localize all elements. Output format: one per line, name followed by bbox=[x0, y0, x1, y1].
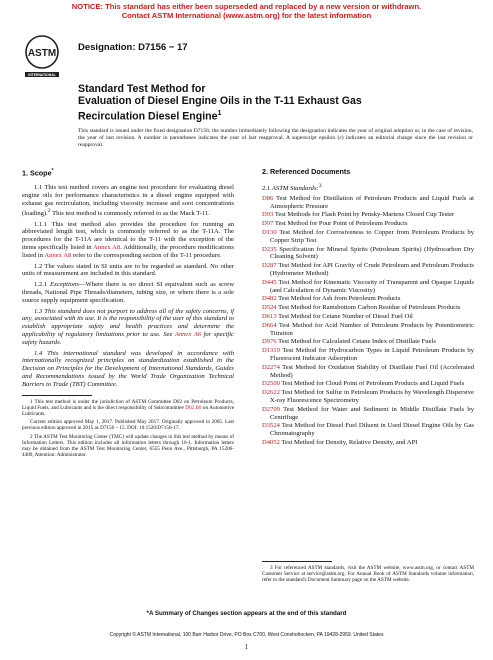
reference-code-link[interactable]: D97 bbox=[262, 220, 274, 228]
reference-code-link[interactable]: D235 bbox=[262, 245, 277, 253]
reference-item bbox=[262, 322, 474, 338]
reference-item bbox=[262, 195, 474, 211]
footnote-2-marker[interactable]: 2 bbox=[47, 207, 51, 214]
reference-title: Test Method for Ash from Petroleum Products bbox=[276, 295, 401, 303]
reference-code-link[interactable]: D976 bbox=[262, 338, 277, 346]
reference-title: Test Method for Distillation of Petroleum Products and Liquid Fuels at Atmospheric Pressure bbox=[270, 194, 474, 210]
reference-title: Test Method for Hydrocarbon Types in Liquid Petroleum Products by Fluorescent Indicator Adsorption bbox=[270, 347, 474, 362]
svg-text:ASTM: ASTM bbox=[27, 48, 57, 59]
footnote-divider bbox=[22, 395, 92, 396]
reference-item bbox=[262, 422, 474, 438]
annex-a8-link[interactable]: Annex A8 bbox=[93, 243, 121, 251]
title-line-1: Standard Test Method for bbox=[78, 83, 206, 95]
title-line-3: Recirculation Diesel Engine$^1$ bbox=[78, 109, 222, 123]
reference-code-link[interactable]: D287 bbox=[262, 262, 277, 270]
astm-logo-icon bbox=[22, 34, 62, 80]
reference-code-link[interactable]: D2622 bbox=[262, 389, 280, 397]
notice-line-1: NOTICE: This standard has either been superseded and replaced by a new version or withdrawn. bbox=[71, 2, 422, 11]
reference-code-link[interactable]: D86 bbox=[262, 194, 274, 202]
reference-title: Test Method for Acid Number of Petroleum Products by Potentiometric Titration bbox=[270, 321, 474, 337]
reference-code-link[interactable]: D2709 bbox=[262, 405, 280, 413]
reference-code-link[interactable]: D613 bbox=[262, 312, 277, 320]
scope-heading: 1. Scope* bbox=[22, 168, 54, 178]
reference-item bbox=[262, 313, 474, 321]
reference-item bbox=[262, 304, 474, 312]
annex-a6-link[interactable]: Annex A6 bbox=[174, 330, 202, 338]
reference-item bbox=[262, 279, 474, 295]
subcommittee-link[interactable]: D02.B0 bbox=[185, 404, 202, 411]
reference-code-link[interactable]: D524 bbox=[262, 304, 277, 312]
reference-code-link[interactable]: D445 bbox=[262, 278, 277, 286]
reference-item bbox=[262, 380, 474, 388]
reference-title: Test Method for Kinematic Viscosity of Transparent and Opaque Liquids (and Calculation of Dynamic Viscosity) bbox=[270, 278, 474, 294]
document-title bbox=[78, 83, 458, 123]
page-number: 1 bbox=[244, 643, 249, 651]
reference-title: Test Method for Diesel Fuel Diluent in Used Diesel Engine Oils by Gas Chromatography bbox=[270, 422, 474, 438]
references-intro: 2.1 ASTM Standards:$^3$ bbox=[262, 182, 322, 192]
reference-item bbox=[262, 347, 474, 363]
svg-text:INTERNATIONAL: INTERNATIONAL bbox=[28, 73, 56, 77]
reference-title: Test Method for Ramsbottom Carbon Residue of Petroleum Products bbox=[276, 304, 461, 312]
reference-title: Test Method for Sulfur in Petroleum Products by Wavelength Dispersive X-ray Fluorescence Spectrometry bbox=[270, 389, 474, 404]
scope-1-3: 1.3 This standard does not purport to address all of the safety concerns, if any, associated with its use. It is the responsibility of the user of this standard to establish appropriate safety and health practices and determine the applicability of regulatory limitations prior to use. See Annex A6 for specific safety hazards. bbox=[22, 307, 234, 346]
issue-note: This standard is issued under the fixed designation D7156; the number immediately following the designation indicates the year of original adoption or, in the case of revision, the year of last revision. A number in parentheses indicates the year of last reapproval. A superscript epsilon (ε) indicates an editorial change since the last revision or reapproval. bbox=[78, 128, 473, 148]
right-column bbox=[262, 168, 474, 448]
annex-a8-link-2[interactable]: Annex A8 bbox=[44, 251, 72, 259]
copyright-line: Copyright © ASTM International, 100 Barr Harbor Drive, PO Box C700, West Conshohocken, PA 19428-2959. United States bbox=[109, 632, 384, 638]
reference-title: Test Method for Cloud Point of Petroleum Products and Liquid Fuels bbox=[279, 380, 465, 388]
reference-code-link[interactable]: D482 bbox=[262, 295, 277, 303]
reference-title: Test Methods for Flash Point by Pensky-Martens Closed Cup Tester bbox=[273, 211, 455, 219]
scope-1-4: 1.4 This international standard was developed in accordance with internationally recognized principles on standardization established in the Decision on Principles for the Development of International Standards, Guides and Recommendations issued by the World Trade Organization Technical Barriers to Trade (TBT) Committee. bbox=[22, 349, 234, 388]
reference-title: Test Method for Pour Point of Petroleum Products bbox=[273, 220, 408, 228]
footnote-3: 3 For referenced ASTM standards, visit the ASTM website, www.astm.org, or contact ASTM Customer Service at service@astm.org. For Annual Book of ASTM Standards volume information, refer to the standard's Document Summary page on the ASTM website. bbox=[262, 565, 474, 584]
scope-1-1-1: 1.1.1 This test method also provides the procedure for running an abbreviated length test, which is commonly referred to as the T-11A. The procedures for the T-11A are identical to the T-11 with the exception of the items specifically listed in Annex A8. Additionally, the procedure modifications listed in Annex A8 refer to the corresponding section of the T-11 procedure. bbox=[22, 220, 234, 259]
scope-1-2-1: 1.2.1 Exceptions—Where there is no direct SI equivalent such as screw threads, National Pipe Threads/diameters, tubing size, or where there is a sole source supply equipment specification. bbox=[22, 281, 234, 304]
reference-item bbox=[262, 389, 474, 405]
reference-title: Test Method for Density, Relative Density, and API bbox=[279, 438, 418, 446]
reference-code-link[interactable]: D664 bbox=[262, 321, 277, 329]
reference-item bbox=[262, 220, 474, 228]
reference-item bbox=[262, 229, 474, 245]
reference-title: Test Method for Cetane Number of Diesel Fuel Oil bbox=[276, 312, 413, 320]
reference-title: Specification for Mineral Spirits (Petroleum Spirits) (Hydrocarbon Dry Cleaning Solvent) bbox=[270, 245, 474, 261]
reference-item bbox=[262, 439, 474, 447]
reference-title: Test Method for Oxidation Stability of Distillate Fuel Oil (Accelerated Method) bbox=[270, 363, 474, 379]
reference-code-link[interactable]: D130 bbox=[262, 228, 277, 236]
right-footnotes bbox=[262, 555, 474, 586]
left-column bbox=[22, 168, 234, 460]
reference-item bbox=[262, 246, 474, 262]
summary-of-changes-note: *A Summary of Changes section appears at the end of this standard bbox=[146, 610, 347, 617]
scope-1-1: 1.1 This test method covers an engine test procedure for evaluating diesel engine oils for performance characteristics in a diesel engine equipped with exhaust gas recirculation, including viscosity increase and soot concentrations (loading).$^2$ This test method is commonly referred to as the Mack T-11. bbox=[22, 184, 234, 217]
notice-line-2: Contact ASTM International (www.astm.org) for the latest information bbox=[121, 11, 372, 20]
reference-code-link[interactable]: D2500 bbox=[262, 380, 280, 388]
reference-item bbox=[262, 406, 474, 422]
footnote-divider-right bbox=[262, 561, 332, 562]
title-footnote-marker[interactable]: 1 bbox=[217, 109, 222, 117]
reference-title: Test Method for Corrosiveness to Copper from Petroleum Products by Copper Strip Test bbox=[270, 228, 474, 244]
reference-item bbox=[262, 338, 474, 346]
footnote-3-marker[interactable]: 3 bbox=[318, 182, 322, 189]
reference-list bbox=[262, 195, 474, 447]
footnote-1: 1 This test method is under the jurisdiction of ASTM Committee D02 on Petroleum Products, Liquid Fuels, and Lubricants and is the direct responsibility of Subcommittee D02.B0 on Automotive Lubricants. bbox=[22, 398, 235, 417]
footnote-2: 2 The ASTM Test Monitoring Center (TMC) will update changes in this test method by means of Information Letters. This edition includes all information letters through 16-1. Information letters may be obtained from the ASTM Test Monitoring Center, 6555 Penn Ave., Pittsburgh, PA 15206-4489, Attention: Administrator. bbox=[22, 433, 234, 459]
reference-item bbox=[262, 295, 474, 303]
designation: Designation: D7156 − 17 bbox=[78, 42, 188, 53]
withdrawal-notice bbox=[0, 2, 493, 20]
scope-1-2: 1.2 The values stated in SI units are to be regarded as standard. No other units of measurement are included in this standard. bbox=[22, 262, 234, 278]
reference-code-link[interactable]: D93 bbox=[262, 211, 274, 219]
references-heading: 2. Referenced Documents bbox=[262, 167, 351, 176]
reference-code-link[interactable]: D1319 bbox=[262, 347, 280, 355]
reference-item bbox=[262, 262, 474, 278]
reference-title: Test Method for API Gravity of Crude Petroleum and Petroleum Products (Hydrometer Method) bbox=[270, 262, 474, 277]
reference-code-link[interactable]: D3524 bbox=[262, 422, 280, 430]
reference-code-link[interactable]: D4052 bbox=[262, 438, 280, 446]
reference-title: Test Method for Calculated Cetane Index of Distillate Fuels bbox=[276, 338, 436, 346]
reference-code-link[interactable]: D2274 bbox=[262, 363, 280, 371]
reference-title: Test Method for Water and Sediment in Middle Distillate Fuels by Centrifuge bbox=[270, 405, 474, 421]
reference-item bbox=[262, 211, 474, 219]
footnote-1-edition: Current edition approved May 1, 2017. Published May 2017. Originally approved in 2005. Last previous edition approved in 2015 as D7156 – 15. DOI: 10.1520/D7156-17. bbox=[22, 419, 234, 432]
title-line-2: Evaluation of Diesel Engine Oils in the T-11 Exhaust Gas bbox=[78, 95, 362, 108]
reference-item bbox=[262, 364, 474, 380]
